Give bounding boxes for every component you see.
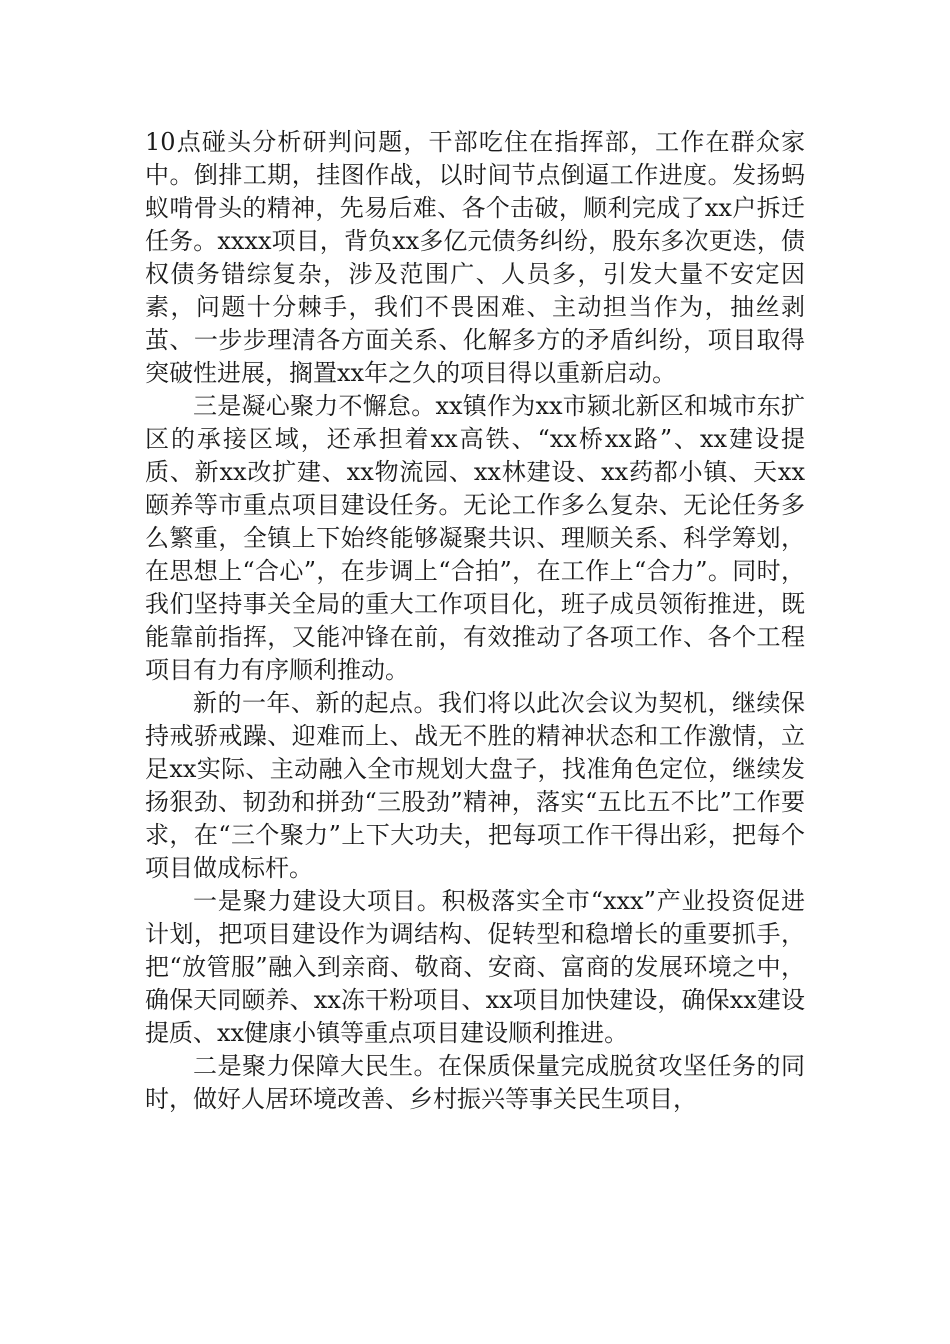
paragraph-2: 三是凝心聚力不懈怠。xx镇作为xx市颍北新区和城市东扩区的承接区域，还承担着xx高铁、“xx桥xx路”、xx建设提质、新xx改扩建、xx物流园、xx林建设、xx药都小镇、天xx颐养等市重点项目建设任务。无论工作多么复杂、无论任务多么繁重，全镇上下始终能够凝聚共识、理顺关系、科学筹划，在思想上“合心”，在步调上“合拍”，在工作上“合力”。同时，我们坚持事关全局的重大工作项目化，班子成员领衔推进，既能靠前指挥，又能冲锋在前，有效推动了各项工作、各个工程项目有力有序顺利推动。 <box>145 392 805 684</box>
paragraph-1: 10点碰头分析研判问题，干部吃住在指挥部，工作在群众家中。倒排工期，挂图作战，以时间节点倒逼工作进度。发扬蚂蚁啃骨头的精神，先易后难、各个击破，顺利完成了xx户拆迁任务。xxxx项目，背负xx多亿元债务纠纷，股东多次更迭，债权债务错综复杂，涉及范围广、人员多，引发大量不安定因素，问题十分棘手，我们不畏困难、主动担当作为，抽丝剥茧、一步步理清各方面关系、化解多方的矛盾纠纷，项目取得突破性进展，搁置xx年之久的项目得以重新启动。 <box>145 128 805 387</box>
paragraph-5: 二是聚力保障大民生。在保质保量完成脱贫攻坚任务的同时，做好人居环境改善、乡村振兴等事关民生项目， <box>145 1052 805 1113</box>
paragraph-3: 新的一年、新的起点。我们将以此次会议为契机，继续保持戒骄戒躁、迎难而上、战无不胜的精神状态和工作激情，立足xx实际、主动融入全市规划大盘子，找准角色定位，继续发扬狠劲、韧劲和拼劲“三股劲”精神，落实“五比五不比”工作要求，在“三个聚力”上下大功夫，把每项工作干得出彩，把每个项目做成标杆。 <box>145 689 805 882</box>
paragraph-4: 一是聚力建设大项目。积极落实全市“xxx”产业投资促进计划，把项目建设作为调结构、促转型和稳增长的重要抓手，把“放管服”融入到亲商、敬商、安商、富商的发展环境之中，确保天同颐养、xx冻干粉项目、xx项目加快建设，确保xx建设提质、xx健康小镇等重点项目建设顺利推进。 <box>145 887 805 1047</box>
document-body <box>145 126 805 1116</box>
